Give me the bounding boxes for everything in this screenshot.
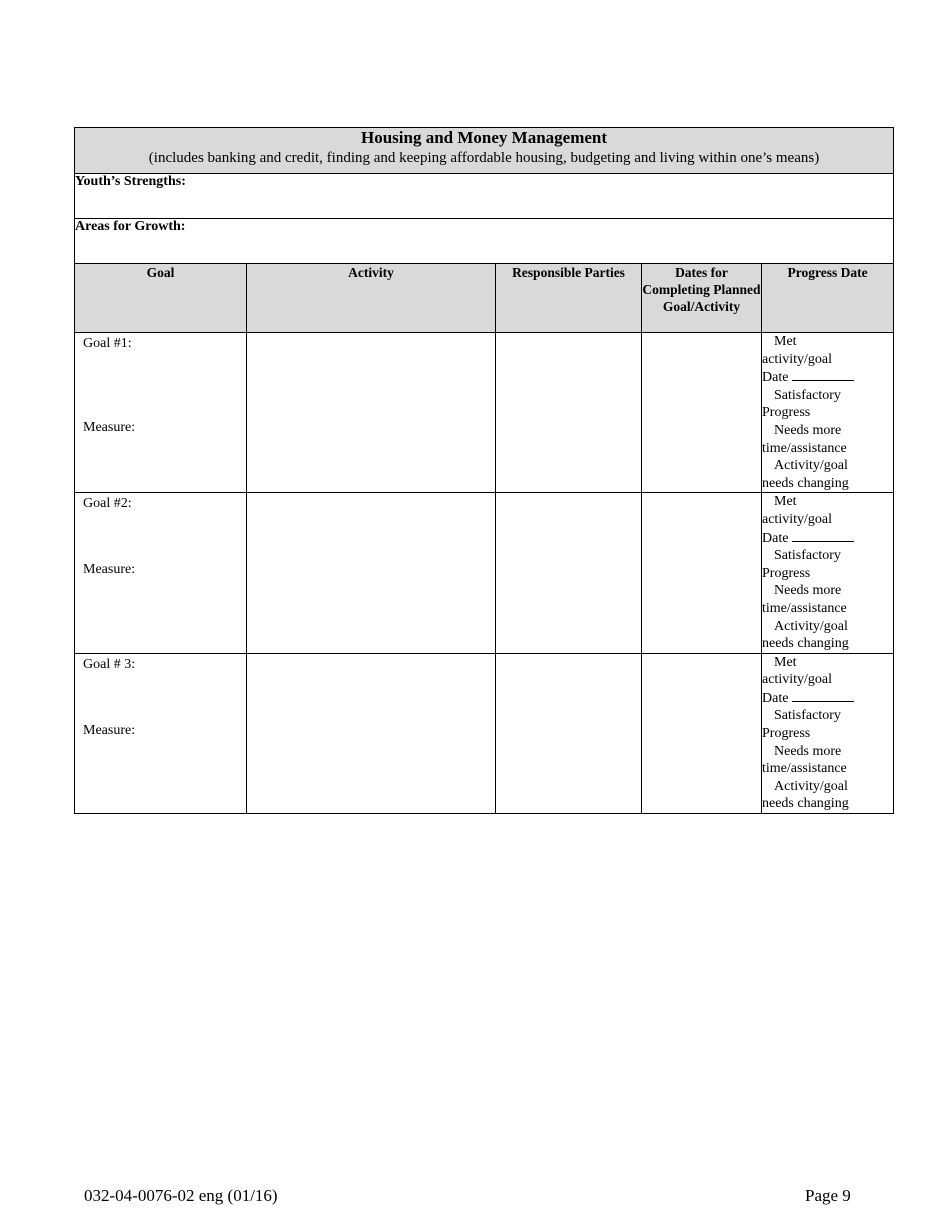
section-header [75, 128, 894, 174]
form-id: 032-04-0076-02 eng (01/16) [84, 1186, 278, 1205]
goal-row [75, 493, 894, 653]
date-line[interactable] [792, 529, 854, 542]
measure-label: Measure: [83, 562, 136, 578]
met-option[interactable]: Met [774, 654, 797, 670]
needs-more-option[interactable]: Needs more [774, 422, 842, 438]
measure-label: Measure: [83, 420, 136, 435]
goal-row [75, 653, 894, 813]
satisfactory-option[interactable]: Satisfactory [774, 548, 841, 564]
measure-label: Measure: [83, 722, 136, 738]
progress-cell [762, 333, 894, 493]
needs-changing-option-text: needs changing [762, 636, 849, 652]
date-label: Date [762, 370, 789, 386]
date-field[interactable] [762, 689, 893, 708]
goal-row [75, 333, 894, 493]
growth-field[interactable] [75, 219, 894, 264]
needs-changing-option-text: needs changing [762, 796, 849, 812]
needs-changing-option-text: needs changing [762, 475, 849, 491]
needs-changing-option[interactable]: Activity/goal [774, 458, 848, 474]
column-header-goal: Goal [75, 264, 247, 333]
column-header-progress-date: Progress Date [762, 264, 894, 333]
section-title: Housing and Money Management [360, 128, 608, 147]
progress-cell [762, 653, 894, 813]
satisfactory-option-text: Progress [762, 726, 811, 742]
column-header-responsible-parties: Responsible Parties [496, 264, 642, 333]
activity-cell[interactable] [247, 493, 496, 653]
met-option-text: activity/goal [762, 511, 832, 527]
responsible-parties-cell[interactable] [496, 653, 642, 813]
needs-more-option[interactable]: Needs more [774, 743, 842, 759]
satisfactory-option-text: Progress [762, 565, 811, 581]
needs-more-option-text: time/assistance [762, 440, 847, 456]
needs-more-option-text: time/assistance [762, 600, 847, 616]
met-option-text: activity/goal [762, 351, 832, 367]
goal-cell[interactable] [75, 653, 247, 813]
dates-cell[interactable] [642, 653, 762, 813]
goal-cell[interactable] [75, 333, 247, 493]
needs-more-option-text: time/assistance [762, 761, 847, 777]
dates-cell[interactable] [642, 333, 762, 493]
responsible-parties-cell[interactable] [496, 493, 642, 653]
strengths-field[interactable] [75, 174, 894, 219]
met-option[interactable]: Met [774, 494, 797, 510]
satisfactory-option[interactable]: Satisfactory [774, 387, 841, 403]
date-label: Date [762, 530, 789, 546]
satisfactory-option[interactable]: Satisfactory [774, 708, 841, 724]
met-option-text: activity/goal [762, 672, 832, 688]
goal-label: Goal #2: [83, 496, 132, 512]
housing-money-form-table [74, 127, 894, 814]
goal-label: Goal #1: [83, 336, 132, 351]
date-field[interactable] [762, 368, 893, 387]
goal-label: Goal # 3: [83, 656, 136, 672]
activity-cell[interactable] [247, 333, 496, 493]
date-label: Date [762, 690, 789, 706]
date-line[interactable] [792, 689, 854, 702]
date-line[interactable] [792, 368, 854, 381]
strengths-label: Youth’s Strengths: [75, 174, 186, 189]
column-header-activity: Activity [247, 264, 496, 333]
needs-changing-option[interactable]: Activity/goal [774, 778, 848, 794]
date-field[interactable] [762, 529, 893, 548]
goal-cell[interactable] [75, 493, 247, 653]
column-header-dates: Dates for Completing Planned Goal/Activity [642, 264, 762, 333]
responsible-parties-cell[interactable] [496, 333, 642, 493]
met-option[interactable]: Met [774, 334, 797, 349]
growth-label: Areas for Growth: [75, 219, 186, 234]
needs-more-option[interactable]: Needs more [774, 583, 842, 599]
page-number: Page 9 [805, 1186, 851, 1205]
activity-cell[interactable] [247, 653, 496, 813]
section-subtitle: (includes banking and credit, finding and keeping affordable housing, budgeting and living within one’s means) [148, 150, 820, 166]
progress-cell [762, 493, 894, 653]
needs-changing-option[interactable]: Activity/goal [774, 618, 848, 634]
satisfactory-option-text: Progress [762, 405, 811, 421]
dates-cell[interactable] [642, 493, 762, 653]
